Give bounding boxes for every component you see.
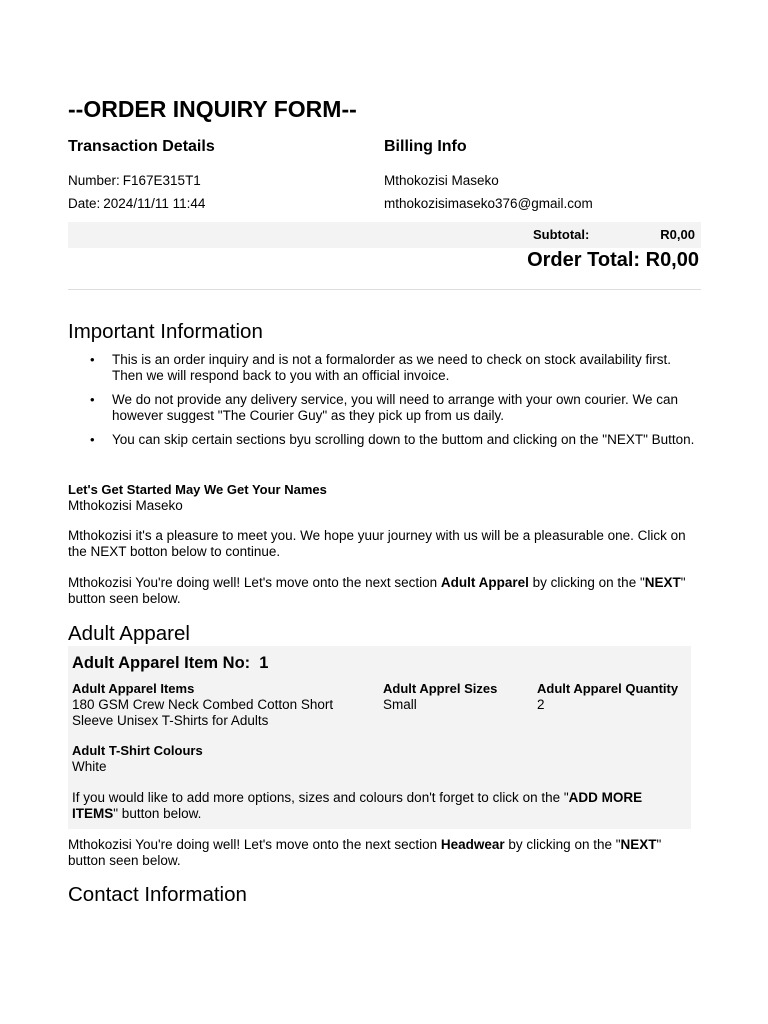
apparel-quantity-label: Adult Apparel Quantity [537,681,679,696]
list-item: • You can skip certain sections byu scrolling down to the buttom and clicking on the "NEXT" Button. [88,432,698,448]
apparel-quantity-value: 2 [537,697,545,712]
names-label: Let's Get Started May We Get Your Names [68,482,327,497]
next-section-name: Headwear [440,837,505,852]
transaction-date [68,196,205,211]
important-information-list [88,352,698,456]
apparel-sizes-label: Adult Apprel Sizes [383,681,498,696]
progress-message-apparel: Mthokozisi You're doing well! Let's move onto the next section Adult Apparel by clicking on the "NEXT" button seen below. [68,575,686,606]
adult-apparel-heading: Adult Apparel [68,622,190,645]
add-more-items-note: If you would like to add more options, sizes and colours don't forget to click on the "ADD MORE ITEMS" button below. [72,790,643,821]
form-title: --ORDER INQUIRY FORM-- [68,96,357,122]
apparel-colours-label: Adult T-Shirt Colours [72,743,203,758]
subtotal-label: Subtotal: [533,227,590,242]
adult-apparel-item-heading: Adult Apparel Item No: 1 [72,654,269,672]
apparel-items-value: 180 GSM Crew Neck Combed Cotton Short Sleeve Unisex T-Shirts for Adults [72,697,334,728]
transaction-number-value: F167E315T1 [122,173,201,188]
names-section [68,482,693,514]
adult-apparel-item-card [68,646,691,829]
subtotal-bar [68,222,701,248]
divider [68,289,701,290]
billing-info-heading: Billing Info [384,138,467,155]
transaction-date-value: 2024/11/11 11:44 [103,196,206,211]
important-information-heading: Important Information [68,320,263,343]
billing-name: Mthokozisi Maseko [384,173,499,188]
list-item: • This is an order inquiry and is not a formalorder as we need to check on stock availability first. Then we will respond back to you with an official invoice. [88,352,698,384]
order-total: Order Total: R0,00 [527,249,699,271]
subtotal-value: R0,00 [660,227,695,242]
progress-message-headwear: Mthokozisi You're doing well! Let's move onto the next section Headwear by clicking on the "NEXT" button seen below. [68,837,662,868]
transaction-number [68,173,201,188]
contact-information-heading: Contact Information [68,883,247,906]
apparel-items-label: Adult Apparel Items [72,681,195,696]
list-item: • We do not provide any delivery service, you will need to arrange with your own courier. We can however suggest "The Courier Guy" as they pick up from us daily. [88,392,698,424]
transaction-details-heading: Transaction Details [68,138,215,155]
apparel-sizes-value: Small [383,697,417,712]
next-keyword: NEXT [620,837,657,852]
apparel-colours-value: White [72,759,107,774]
names-value: Mthokozisi Maseko [68,498,183,513]
transaction-date-label: Date: [68,196,101,211]
next-section-name: Adult Apparel [440,575,529,590]
next-keyword: NEXT [644,575,681,590]
add-more-items-keyword: ADD MORE ITEMS [72,790,643,821]
billing-email: mthokozisimaseko376@gmail.com [384,196,593,211]
welcome-message: Mthokozisi it's a pleasure to meet you. We hope yuur journey with us will be a pleasurable one. Click on the NEXT botton below to continue. [68,528,686,559]
transaction-number-label: Number: [68,173,120,188]
